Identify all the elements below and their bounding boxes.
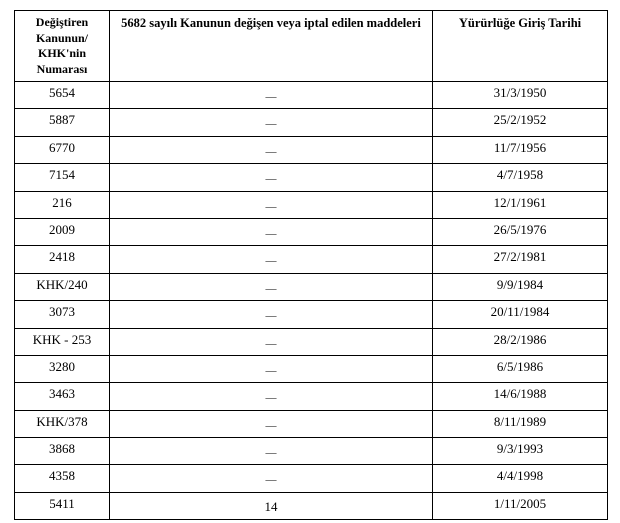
- effective-date-cell: 6/5/1986: [433, 355, 608, 382]
- changed-articles-cell: [110, 82, 433, 109]
- table-row: [15, 218, 608, 245]
- header-col1-line1: Değiştiren: [35, 15, 89, 29]
- law-number-cell: 3463: [15, 383, 110, 410]
- header-effective-date: Yürürlüğe Giriş Tarihi: [433, 11, 608, 82]
- law-number-cell: 6770: [15, 136, 110, 163]
- changed-articles-value: —: [265, 419, 277, 432]
- changed-articles-value: —: [265, 227, 277, 240]
- law-number-cell: 3280: [15, 355, 110, 382]
- changed-articles-value: 14: [264, 498, 278, 514]
- table-row: [15, 82, 608, 109]
- table-header-row: [15, 11, 608, 82]
- effective-date-cell: 8/11/1989: [433, 410, 608, 437]
- effective-date-cell: 9/3/1993: [433, 438, 608, 465]
- effective-date-cell: 28/2/1986: [433, 328, 608, 355]
- changed-articles-cell: [110, 410, 433, 437]
- table-row: [15, 301, 608, 328]
- header-col1-line4: Numarası: [36, 61, 88, 76]
- effective-date-cell: 25/2/1952: [433, 109, 608, 136]
- changed-articles-value: —: [265, 118, 277, 131]
- law-number-cell: KHK - 253: [15, 328, 110, 355]
- law-number-cell: 5887: [15, 109, 110, 136]
- effective-date-cell: 26/5/1976: [433, 218, 608, 245]
- changed-articles-cell: [110, 328, 433, 355]
- header-col1-line2: Kanunun/: [35, 30, 89, 45]
- changed-articles-cell: [110, 465, 433, 492]
- table-row: [15, 109, 608, 136]
- changed-articles-value: —: [265, 364, 277, 377]
- law-number-cell: KHK/240: [15, 273, 110, 300]
- changed-articles-value: —: [265, 255, 277, 268]
- law-number-cell: KHK/378: [15, 410, 110, 437]
- changed-articles-cell: [110, 191, 433, 218]
- table-body: [15, 82, 608, 520]
- header-amending-law-number: [15, 11, 110, 82]
- changed-articles-value: —: [265, 447, 277, 460]
- changed-articles-value: —: [265, 474, 277, 487]
- changed-articles-value: —: [265, 310, 277, 323]
- law-number-cell: 4358: [15, 465, 110, 492]
- law-number-cell: 3868: [15, 438, 110, 465]
- law-number-cell: 3073: [15, 301, 110, 328]
- changed-articles-cell: [110, 246, 433, 273]
- amendments-table: [14, 10, 608, 520]
- changed-articles-value: —: [265, 282, 277, 295]
- changed-articles-value: —: [265, 91, 277, 103]
- table-row: [15, 410, 608, 437]
- table-row: [15, 191, 608, 218]
- changed-articles-cell: [110, 164, 433, 191]
- table-row: [15, 438, 608, 465]
- table-row: [15, 328, 608, 355]
- amendments-table-container: [14, 10, 608, 520]
- table-row: [15, 273, 608, 300]
- law-number-cell: 216: [15, 191, 110, 218]
- changed-articles-value: —: [265, 392, 277, 405]
- effective-date-cell: 12/1/1961: [433, 191, 608, 218]
- table-row: [15, 355, 608, 382]
- changed-articles-cell: [110, 438, 433, 465]
- table-row: [15, 383, 608, 410]
- changed-articles-cell: [110, 383, 433, 410]
- changed-articles-cell: [110, 355, 433, 382]
- changed-articles-cell: [110, 301, 433, 328]
- table-row: [15, 492, 608, 519]
- table-row: [15, 246, 608, 273]
- effective-date-cell: 9/9/1984: [433, 273, 608, 300]
- effective-date-cell: 31/3/1950: [433, 82, 608, 109]
- table-row: [15, 136, 608, 163]
- law-number-cell: 5654: [15, 82, 110, 109]
- law-number-cell: 2009: [15, 218, 110, 245]
- changed-articles-value: —: [265, 200, 277, 213]
- header-changed-articles: 5682 sayılı Kanunun değişen veya iptal edilen maddeleri: [110, 11, 433, 82]
- effective-date-cell: 20/11/1984: [433, 301, 608, 328]
- effective-date-cell: 11/7/1956: [433, 136, 608, 163]
- changed-articles-cell: [110, 109, 433, 136]
- changed-articles-cell: [110, 492, 433, 519]
- law-number-cell: 7154: [15, 164, 110, 191]
- changed-articles-value: —: [265, 145, 277, 158]
- changed-articles-cell: [110, 273, 433, 300]
- changed-articles-value: —: [265, 173, 277, 186]
- changed-articles-value: —: [265, 337, 277, 350]
- effective-date-cell: 27/2/1981: [433, 246, 608, 273]
- effective-date-cell: 4/7/1958: [433, 164, 608, 191]
- changed-articles-cell: [110, 218, 433, 245]
- effective-date-cell: 4/4/1998: [433, 465, 608, 492]
- law-number-cell: 2418: [15, 246, 110, 273]
- table-row: [15, 164, 608, 191]
- changed-articles-cell: [110, 136, 433, 163]
- effective-date-cell: 14/6/1988: [433, 383, 608, 410]
- table-row: [15, 465, 608, 492]
- effective-date-cell: 1/11/2005: [433, 492, 608, 519]
- law-number-cell: 5411: [15, 492, 110, 519]
- header-col1-line3: KHK'nin: [37, 46, 87, 60]
